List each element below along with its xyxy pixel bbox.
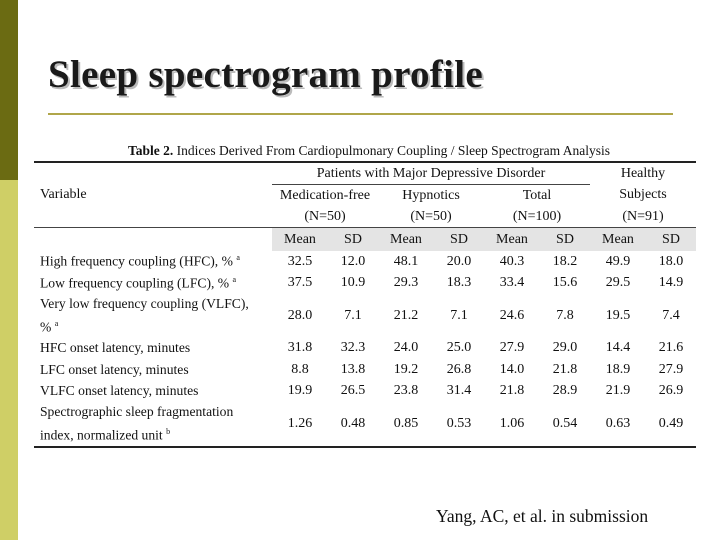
row-label: Spectrographic sleep fragmentation index, normalized unit $^b$ — [40, 404, 234, 443]
cell: 21.9 — [605, 383, 631, 399]
cell: 32.5 — [287, 253, 313, 269]
table-row — [34, 359, 696, 381]
cell: 0.53 — [446, 415, 472, 431]
cell: 14.0 — [499, 361, 525, 377]
subgroup-name-0: Medication-free — [279, 187, 371, 203]
cell: 19.5 — [605, 307, 631, 323]
cell: 0.49 — [658, 415, 684, 431]
table-caption-text: Indices Derived From Cardiopulmonary Coupling / Sleep Spectrogram Analysis — [176, 143, 611, 158]
group-header: Patients with Major Depressive Disorder — [272, 163, 590, 185]
cell: 32.3 — [340, 340, 366, 356]
cell: 28.0 — [287, 307, 313, 323]
cell: 7.1 — [344, 307, 362, 323]
subgroup-n-2: (N=100) — [512, 208, 562, 224]
stat-header: SD — [540, 228, 590, 252]
cell: 0.54 — [552, 415, 578, 431]
table-caption-label: Table 2. — [127, 143, 174, 158]
row-label: Low frequency coupling (LFC), % $^a$ — [40, 274, 237, 291]
cell: 18.0 — [658, 253, 684, 269]
row-label: LFC onset latency, minutes — [40, 361, 189, 377]
cell: 18.9 — [605, 361, 631, 377]
healthy-n: (N=91) — [622, 208, 664, 224]
row-label: Very low frequency coupling (VLFC), % $^a$ — [40, 296, 249, 335]
table-row — [34, 338, 696, 360]
healthy-header-line1: Healthy — [620, 165, 666, 181]
accent-bar-bottom — [0, 180, 18, 540]
cell: 31.4 — [446, 383, 472, 399]
cell: 28.9 — [552, 383, 578, 399]
table-row — [34, 251, 696, 273]
cell: 0.48 — [340, 415, 366, 431]
stat-header: SD — [434, 228, 484, 252]
accent-bar-top — [0, 0, 18, 180]
cell: 21.6 — [658, 340, 684, 356]
cell: 14.9 — [658, 275, 684, 291]
cell: 21.2 — [393, 307, 419, 323]
healthy-header-line2: Subjects — [619, 187, 667, 203]
cell: 48.1 — [393, 253, 419, 269]
cell: 0.85 — [393, 415, 419, 431]
data-table — [34, 163, 696, 448]
stat-header: Mean — [272, 228, 328, 252]
cell: 7.4 — [662, 307, 680, 323]
cell: 26.5 — [340, 383, 366, 399]
cell: 21.8 — [552, 361, 578, 377]
cell: 20.0 — [446, 253, 472, 269]
cell: 26.9 — [658, 383, 684, 399]
table-row — [34, 402, 696, 447]
subgroup-name-1: Hypnotics — [402, 187, 460, 203]
stat-header-spacer — [34, 228, 272, 252]
cell: 31.8 — [287, 340, 313, 356]
cell: 26.8 — [446, 361, 472, 377]
stat-header: SD — [328, 228, 378, 252]
header-spacer — [34, 163, 272, 185]
table-caption — [42, 143, 696, 159]
cell: 10.9 — [340, 275, 366, 291]
cell: 33.4 — [499, 275, 525, 291]
cell: 19.9 — [287, 383, 313, 399]
cell: 29.0 — [552, 340, 578, 356]
stat-header: Mean — [378, 228, 434, 252]
cell: 1.26 — [287, 415, 313, 431]
cell: 19.2 — [393, 361, 419, 377]
cell: 14.4 — [605, 340, 631, 356]
table-row — [34, 273, 696, 295]
cell: 21.8 — [499, 383, 525, 399]
row-label: HFC onset latency, minutes — [40, 340, 191, 356]
row-label: High frequency coupling (HFC), % $^a$ — [40, 253, 240, 270]
cell: 1.06 — [499, 415, 525, 431]
cell: 7.1 — [450, 307, 468, 323]
cell: 24.6 — [499, 307, 525, 323]
table-row — [34, 294, 696, 338]
cell: 27.9 — [499, 340, 525, 356]
slide-title: Sleep spectrogram profile — [48, 53, 483, 96]
table-row — [34, 381, 696, 403]
cell: 25.0 — [446, 340, 472, 356]
stat-header: Mean — [484, 228, 540, 252]
cell: 8.8 — [291, 361, 309, 377]
cell: 27.9 — [658, 361, 684, 377]
cell: 15.6 — [552, 275, 578, 291]
cell: 12.0 — [340, 253, 366, 269]
cell: 23.8 — [393, 383, 419, 399]
subgroup-name-2: Total — [522, 187, 552, 203]
cell: 29.5 — [605, 275, 631, 291]
subgroup-n-0: (N=50) — [304, 208, 346, 224]
cell: 13.8 — [340, 361, 366, 377]
cell: 49.9 — [605, 253, 631, 269]
cell: 18.2 — [552, 253, 578, 269]
stat-header: Mean — [590, 228, 646, 252]
cell: 37.5 — [287, 275, 313, 291]
cell: 40.3 — [499, 253, 525, 269]
title-underline — [48, 113, 673, 115]
cell: 24.0 — [393, 340, 419, 356]
header-spacer — [34, 206, 272, 228]
cell: 18.3 — [446, 275, 472, 291]
cell: 7.8 — [556, 307, 574, 323]
subgroup-n-1: (N=50) — [410, 208, 452, 224]
table-figure — [34, 143, 696, 448]
stat-header: SD — [646, 228, 696, 252]
citation: Yang, AC, et al. in submission — [436, 506, 649, 526]
variable-header: Variable — [40, 187, 87, 203]
row-label: VLFC onset latency, minutes — [40, 383, 199, 399]
cell: 29.3 — [393, 275, 419, 291]
cell: 0.63 — [605, 415, 631, 431]
